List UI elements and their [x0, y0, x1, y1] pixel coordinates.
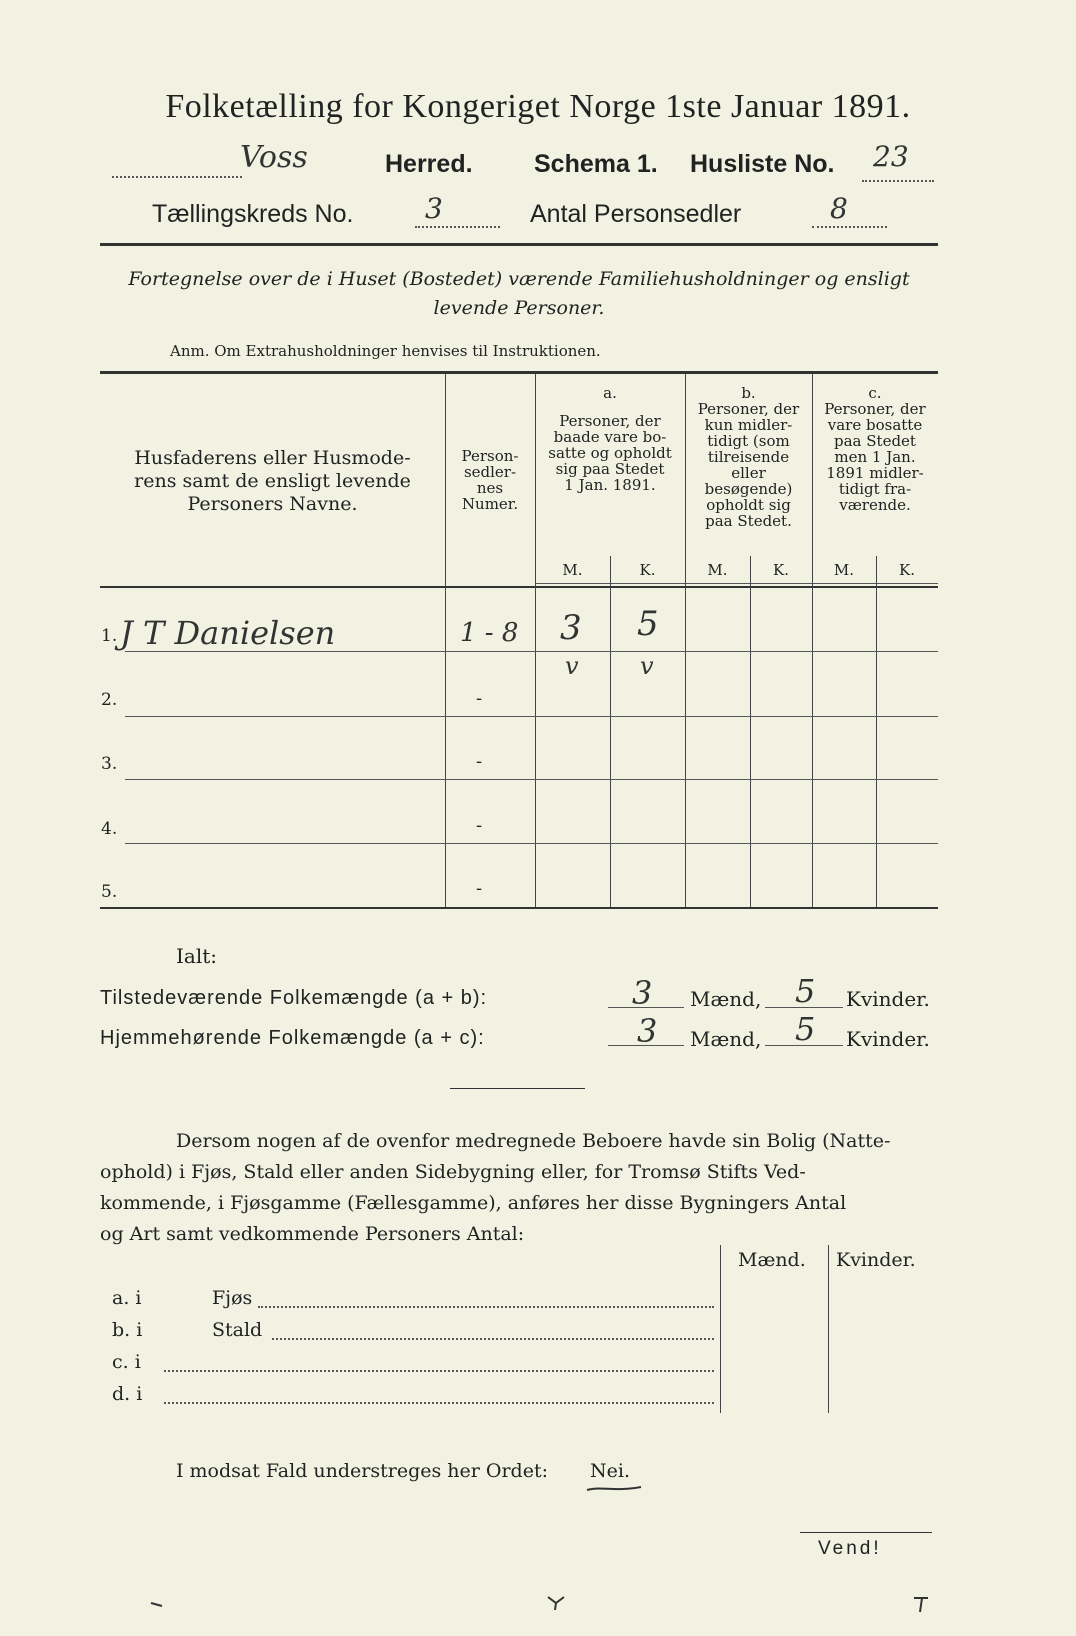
building-c-prefix: c. i — [112, 1351, 141, 1373]
col-b-k-label: K. — [773, 561, 789, 579]
tilstede-kvinder: Kvinder. — [846, 987, 930, 1011]
row-1-a-k: 5 — [637, 604, 659, 644]
col-c-line1: Personer, der — [824, 400, 926, 418]
col-name-line2: rens samt de ensligt levende — [134, 470, 411, 492]
col-sep-a-mk — [610, 556, 611, 907]
col-c-letter: c. — [868, 384, 882, 402]
nei-underline — [585, 1482, 645, 1494]
col-b-letter: b. — [741, 384, 756, 402]
row-4-sedler: - — [476, 815, 483, 836]
husliste-label: Husliste No. — [690, 150, 835, 178]
buildings-text-line2: ophold) i Fjøs, Stald eller anden Sidebygning eller, for Tromsø Stifts Ved- — [100, 1161, 806, 1183]
tilstede-maend: Mænd, — [690, 987, 762, 1011]
row-1-name: J T Danielsen — [120, 614, 336, 652]
center-mark — [546, 1594, 566, 1612]
row-line-4 — [125, 843, 938, 844]
herred-value: Voss — [240, 140, 308, 175]
col-sep-c-mk — [876, 556, 877, 907]
buildings-col-sep-1 — [720, 1245, 721, 1413]
buildings-col-maend: Mænd. — [738, 1249, 806, 1271]
tilstede-m-value: 3 — [632, 974, 653, 1012]
col-a-k-label: K. — [639, 561, 656, 579]
buildings-col-sep-2 — [828, 1245, 829, 1413]
husliste-value: 23 — [873, 140, 909, 173]
tilstede-label: Tilstedeværende Folkemængde (a + b): — [100, 987, 488, 1009]
vend-line — [800, 1532, 932, 1533]
building-a-prefix: a. i — [112, 1287, 142, 1309]
modsat-text: I modsat Fald understreges her Ordet: — [176, 1460, 548, 1482]
hjemme-m-value: 3 — [637, 1012, 658, 1050]
page-title: Folketælling for Kongeriget Norge 1ste Januar 1891. — [165, 88, 911, 125]
row-1-sedler: 1 - 8 — [460, 618, 519, 648]
building-a-label: Fjøs — [212, 1287, 253, 1309]
col-b-line7: opholdt sig — [706, 496, 791, 514]
col-b-line5: eller — [731, 464, 766, 482]
schema-label: Schema 1. — [534, 150, 658, 178]
section-divider — [450, 1088, 585, 1089]
corner-mark-left — [150, 1598, 164, 1608]
col-c-line7: værende. — [839, 496, 911, 514]
herred-label: Herred. — [385, 150, 473, 178]
row-5-sedler: - — [476, 878, 483, 899]
col-a-line4: sig paa Stedet — [555, 460, 665, 478]
col-name-header — [100, 447, 445, 516]
anm-note: Anm. Om Extrahusholdninger henvises til Instruktionen. — [170, 342, 601, 360]
buildings-text-line1: Dersom nogen af de ovenfor medregnede Beboere havde sin Bolig (Natte- — [176, 1130, 891, 1152]
mk-top-line — [535, 583, 938, 584]
col-c-line3: paa Stedet — [834, 432, 916, 450]
hjemme-k-value: 5 — [795, 1010, 816, 1048]
vend-text: Vend! — [818, 1538, 882, 1559]
antal-label: Antal Personsedler — [530, 200, 742, 228]
col-b-line2: kun midler- — [704, 416, 793, 434]
hjemme-label: Hjemmehørende Folkemængde (a + c): — [100, 1027, 485, 1049]
building-b-label: Stald — [212, 1319, 263, 1341]
corner-mark-right — [912, 1594, 932, 1614]
col-b-m-label: M. — [707, 561, 728, 579]
col-number-header — [445, 448, 535, 512]
row-line-2 — [125, 716, 938, 717]
col-a-header — [535, 385, 685, 493]
row-4-number: 4. — [101, 819, 118, 839]
row-1-a-m: 3 — [560, 608, 582, 648]
col-num-line3: nes — [476, 479, 504, 497]
building-b-prefix: b. i — [112, 1319, 143, 1341]
col-a-m-label: M. — [562, 561, 583, 579]
col-sep-b-mk — [750, 556, 751, 907]
row-3-number: 3. — [101, 754, 118, 774]
col-a-letter: a. — [603, 384, 617, 402]
buildings-col-kvinder: Kvinder. — [836, 1249, 916, 1271]
col-c-line5: 1891 midler- — [826, 464, 924, 482]
intro-line2: levende Personer. — [433, 297, 605, 319]
col-num-line2: sedler- — [463, 463, 517, 481]
ialt-label: Ialt: — [176, 944, 217, 968]
col-b-line8: paa Stedet. — [705, 512, 792, 530]
antal-dotline — [812, 226, 887, 228]
col-b-header — [685, 385, 812, 529]
col-c-m-label: M. — [833, 561, 855, 579]
col-c-header — [812, 385, 938, 513]
header-rule — [100, 243, 938, 246]
col-name-line1: Husfaderens eller Husmode- — [134, 447, 411, 469]
hjemme-maend: Mænd, — [690, 1027, 762, 1051]
col-b-line3: tidigt (som — [707, 432, 790, 450]
col-a-line5: 1 Jan. 1891. — [564, 476, 656, 494]
intro-line1: Fortegnelse over de i Huset (Bostedet) værende Familiehusholdninger og ensligt — [128, 268, 910, 290]
buildings-text-line3: kommende, i Fjøsgamme (Fællesgamme), anføres her disse Bygningers Antal — [100, 1192, 847, 1214]
tilstede-k-value: 5 — [795, 972, 816, 1010]
building-d-dotline — [164, 1402, 714, 1404]
col-a-line1: Personer, der — [559, 412, 661, 430]
building-b-dotline — [272, 1338, 714, 1340]
col-a-line3: satte og opholdt — [548, 444, 672, 462]
hjemme-kvinder: Kvinder. — [846, 1027, 930, 1051]
col-name-line3: Personers Navne. — [187, 493, 358, 515]
row-1-a-m-check: v — [565, 652, 579, 680]
col-num-line1: Person- — [461, 447, 519, 465]
buildings-text-line4: og Art samt vedkommende Personers Antal: — [100, 1223, 525, 1245]
col-b-line4: tilreisende — [707, 448, 790, 466]
col-a-line2: baade vare bo- — [553, 428, 667, 446]
table-bottom-rule — [100, 907, 938, 909]
col-b-line1: Personer, der — [697, 400, 800, 418]
building-a-dotline — [258, 1306, 714, 1308]
row-line-3 — [125, 779, 938, 780]
row-3-sedler: - — [476, 751, 483, 772]
col-c-k-label: K. — [899, 561, 915, 579]
kreds-label: Tællingskreds No. — [152, 200, 354, 228]
col-c-line2: vare bosatte — [827, 416, 923, 434]
col-c-line4: men 1 Jan. — [834, 448, 916, 466]
row-2-sedler: - — [476, 688, 483, 709]
row-1-number: 1. — [101, 626, 118, 646]
row-1-a-k-check: v — [640, 652, 654, 680]
herred-dotline — [112, 176, 242, 178]
kreds-dotline — [415, 226, 500, 228]
buildings-paragraph — [100, 1126, 938, 1250]
building-d-prefix: d. i — [112, 1383, 143, 1405]
row-2-number: 2. — [101, 690, 118, 710]
antal-value: 8 — [830, 192, 848, 225]
col-num-line4: Numer. — [461, 495, 519, 513]
col-b-line6: besøgende) — [704, 480, 793, 498]
nei-word: Nei. — [590, 1460, 630, 1482]
row-5-number: 5. — [101, 882, 118, 902]
husliste-dotline — [862, 180, 934, 182]
building-c-dotline — [164, 1370, 714, 1372]
kreds-value: 3 — [425, 192, 443, 225]
col-c-line6: tidigt fra- — [838, 480, 912, 498]
